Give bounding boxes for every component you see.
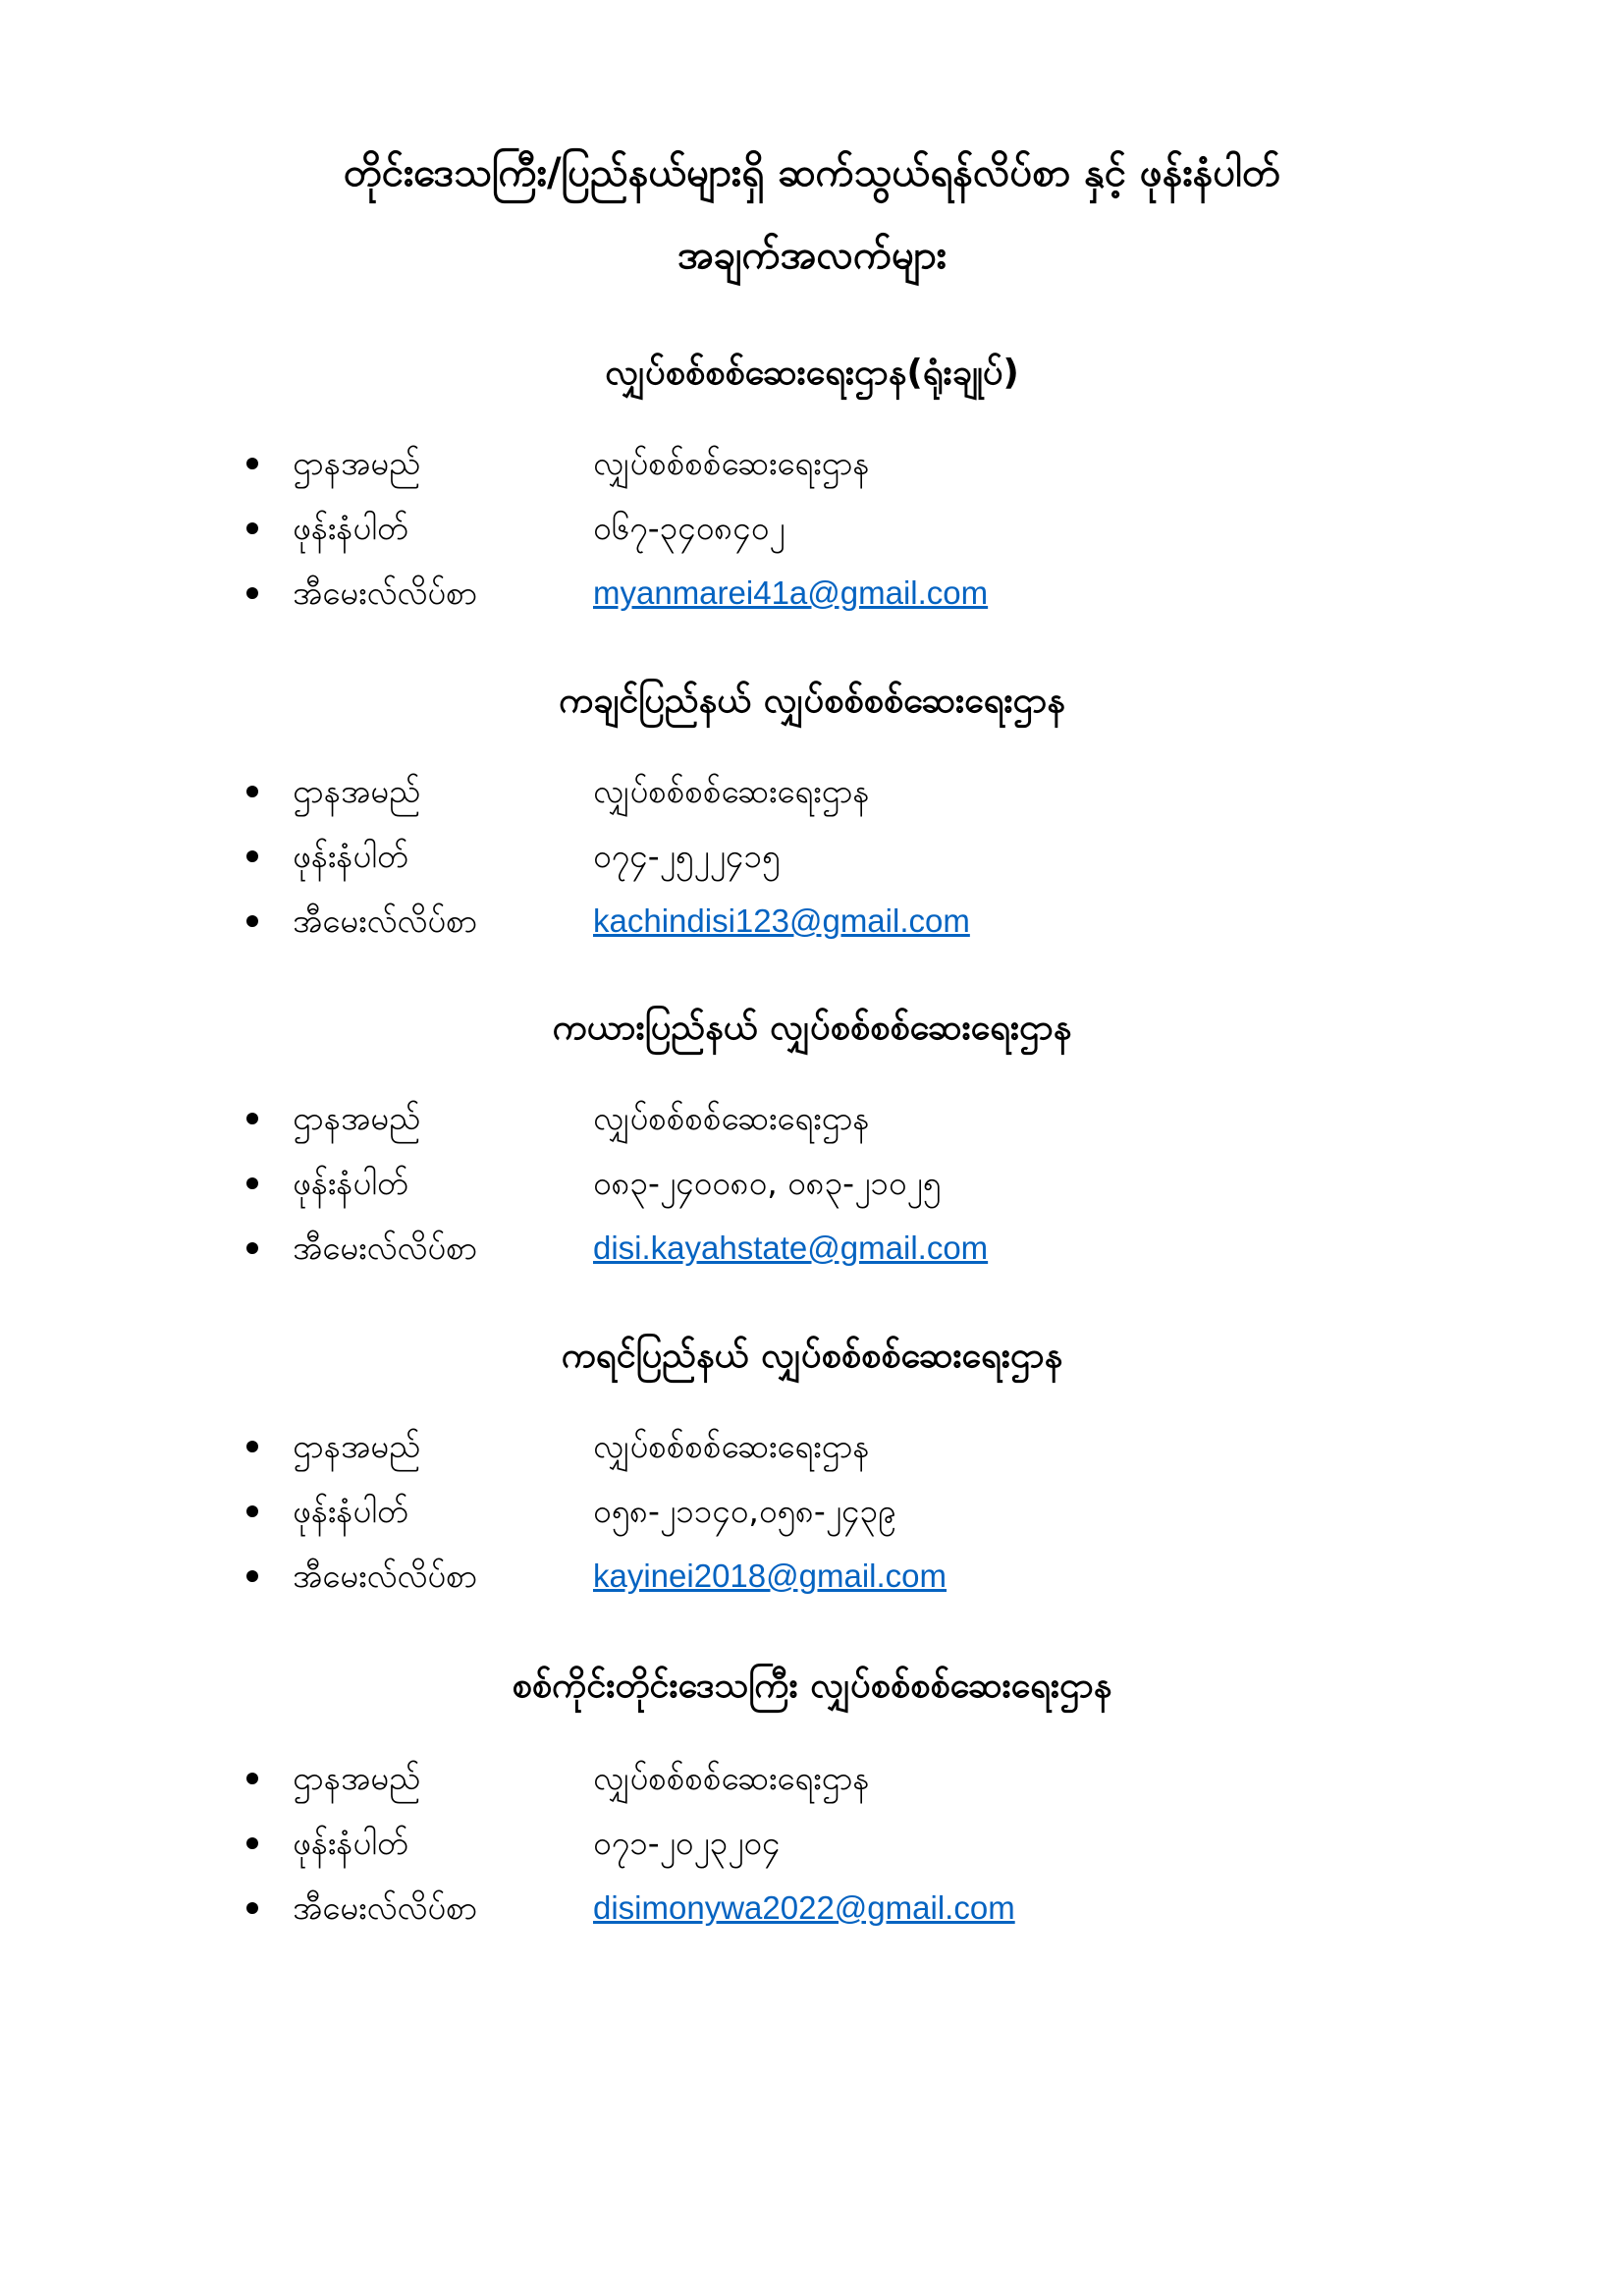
office-name-row	[0, 1749, 1624, 1808]
office-name-label: ဌာနအမည်	[293, 772, 421, 810]
office-name-value: လျှပ်စစ်စစ်ဆေးရေးဌာန	[593, 1759, 870, 1797]
office-name-label: ဌာနအမည်	[293, 1427, 421, 1465]
email-row	[0, 1219, 1624, 1278]
email-row	[0, 1879, 1624, 1938]
section-heading: ကယားပြည်နယ် လျှပ်စစ်စစ်ဆေးရေးဌာန	[552, 1008, 1072, 1048]
email-label: အီမေးလ်လိပ်စာ	[293, 1888, 478, 1927]
office-name-value: လျှပ်စစ်စစ်ဆေးရေးဌာန	[593, 1099, 870, 1137]
email-label: အီမေးလ်လိပ်စာ	[293, 1557, 478, 1595]
bullet-icon	[246, 1773, 258, 1784]
bullet-icon	[246, 1902, 258, 1914]
office-name-row	[0, 434, 1624, 493]
bullet-icon	[246, 1441, 258, 1452]
document-title-line-2: အချက်အလက်များ	[677, 233, 947, 278]
email-link[interactable]: kachindisi123@gmail.com	[593, 902, 970, 939]
document-title	[147, 132, 1477, 297]
email-row	[0, 892, 1624, 951]
email-value	[593, 564, 988, 623]
office-name-label: ဌာနအမည်	[293, 1099, 421, 1137]
office-name-label: ဌာနအမည်	[293, 444, 421, 482]
office-name-value: လျှပ်စစ်စစ်ဆေးရေးဌာန	[593, 444, 870, 482]
bullet-icon	[246, 915, 258, 927]
phone-label: ဖုန်းနံပါတ်	[293, 509, 409, 547]
office-name-value: လျှပ်စစ်စစ်ဆေးရေးဌာန	[593, 1427, 870, 1465]
phone-label: ဖုန်းနံပါတ်	[293, 1824, 409, 1862]
phone-value: ၀၆၇-၃၄၀၈၄၀၂	[593, 509, 785, 547]
email-link[interactable]: kayinei2018@gmail.com	[593, 1558, 947, 1594]
email-value	[593, 1547, 947, 1606]
phone-row	[0, 1154, 1624, 1213]
section-heading: ကချင်ပြည်နယ် လျှပ်စစ်စစ်ဆေးရေးဌာန	[559, 681, 1065, 721]
bullet-icon	[246, 850, 258, 862]
phone-value: ၀၈၃-၂၄၀၀၈၀, ၀၈၃-၂၁၀၂၅	[593, 1164, 942, 1202]
phone-value: ၀၇၁-၂၀၂၃၂၀၄	[593, 1824, 781, 1862]
bullet-icon	[246, 786, 258, 797]
email-row	[0, 1547, 1624, 1606]
phone-label: ဖုန်းနံပါတ်	[293, 837, 409, 875]
bullet-icon	[246, 1570, 258, 1582]
phone-row	[0, 1814, 1624, 1873]
email-value	[593, 1219, 988, 1278]
phone-label: ဖုန်းနံပါတ်	[293, 1164, 409, 1202]
email-label: အီမေးလ်လိပ်စာ	[293, 1229, 478, 1267]
email-link[interactable]: myanmarei41a@gmail.com	[593, 574, 989, 611]
phone-row	[0, 1482, 1624, 1541]
section-heading: လျှပ်စစ်စစ်ဆေးရေးဌာန(ရုံးချုပ်)	[605, 353, 1019, 393]
office-name-value: လျှပ်စစ်စစ်ဆေးရေးဌာန	[593, 772, 870, 810]
bullet-icon	[246, 458, 258, 469]
phone-row	[0, 827, 1624, 886]
office-name-row	[0, 1417, 1624, 1476]
bullet-icon	[246, 1837, 258, 1849]
phone-row	[0, 499, 1624, 558]
office-name-row	[0, 1089, 1624, 1148]
phone-value: ၀၇၄-၂၅၂၂၄၁၅	[593, 837, 781, 875]
bullet-icon	[246, 1177, 258, 1189]
office-name-label: ဌာနအမည်	[293, 1759, 421, 1797]
document-title-line-1: တိုင်းဒေသကြီး/ပြည်နယ်များရှိ ဆက်သွယ်ရန်လိပ်စာ နှင့် ဖုန်းနံပါတ်	[343, 150, 1281, 195]
email-value	[593, 1879, 1015, 1938]
section-heading: ကရင်ပြည်နယ် လျှပ်စစ်စစ်ဆေးရေးဌာန	[561, 1336, 1063, 1376]
email-link[interactable]: disimonywa2022@gmail.com	[593, 1889, 1015, 1926]
office-name-row	[0, 762, 1624, 821]
phone-value: ၀၅၈-၂၁၁၄၀,၀၅၈-၂၄၃၉	[593, 1492, 896, 1530]
email-link[interactable]: disi.kayahstate@gmail.com	[593, 1230, 989, 1266]
bullet-icon	[246, 587, 258, 599]
email-label: အီမေးလ်လိပ်စာ	[293, 574, 478, 612]
email-row	[0, 564, 1624, 623]
email-label: အီမေးလ်လိပ်စာ	[293, 902, 478, 940]
bullet-icon	[246, 522, 258, 534]
bullet-icon	[246, 1505, 258, 1517]
section-heading: စစ်ကိုင်းတိုင်းဒေသကြီး လျှပ်စစ်စစ်ဆေးရေးဌာန	[512, 1666, 1112, 1706]
phone-label: ဖုန်းနံပါတ်	[293, 1492, 409, 1530]
bullet-icon	[246, 1113, 258, 1124]
bullet-icon	[246, 1242, 258, 1254]
email-value	[593, 892, 970, 951]
